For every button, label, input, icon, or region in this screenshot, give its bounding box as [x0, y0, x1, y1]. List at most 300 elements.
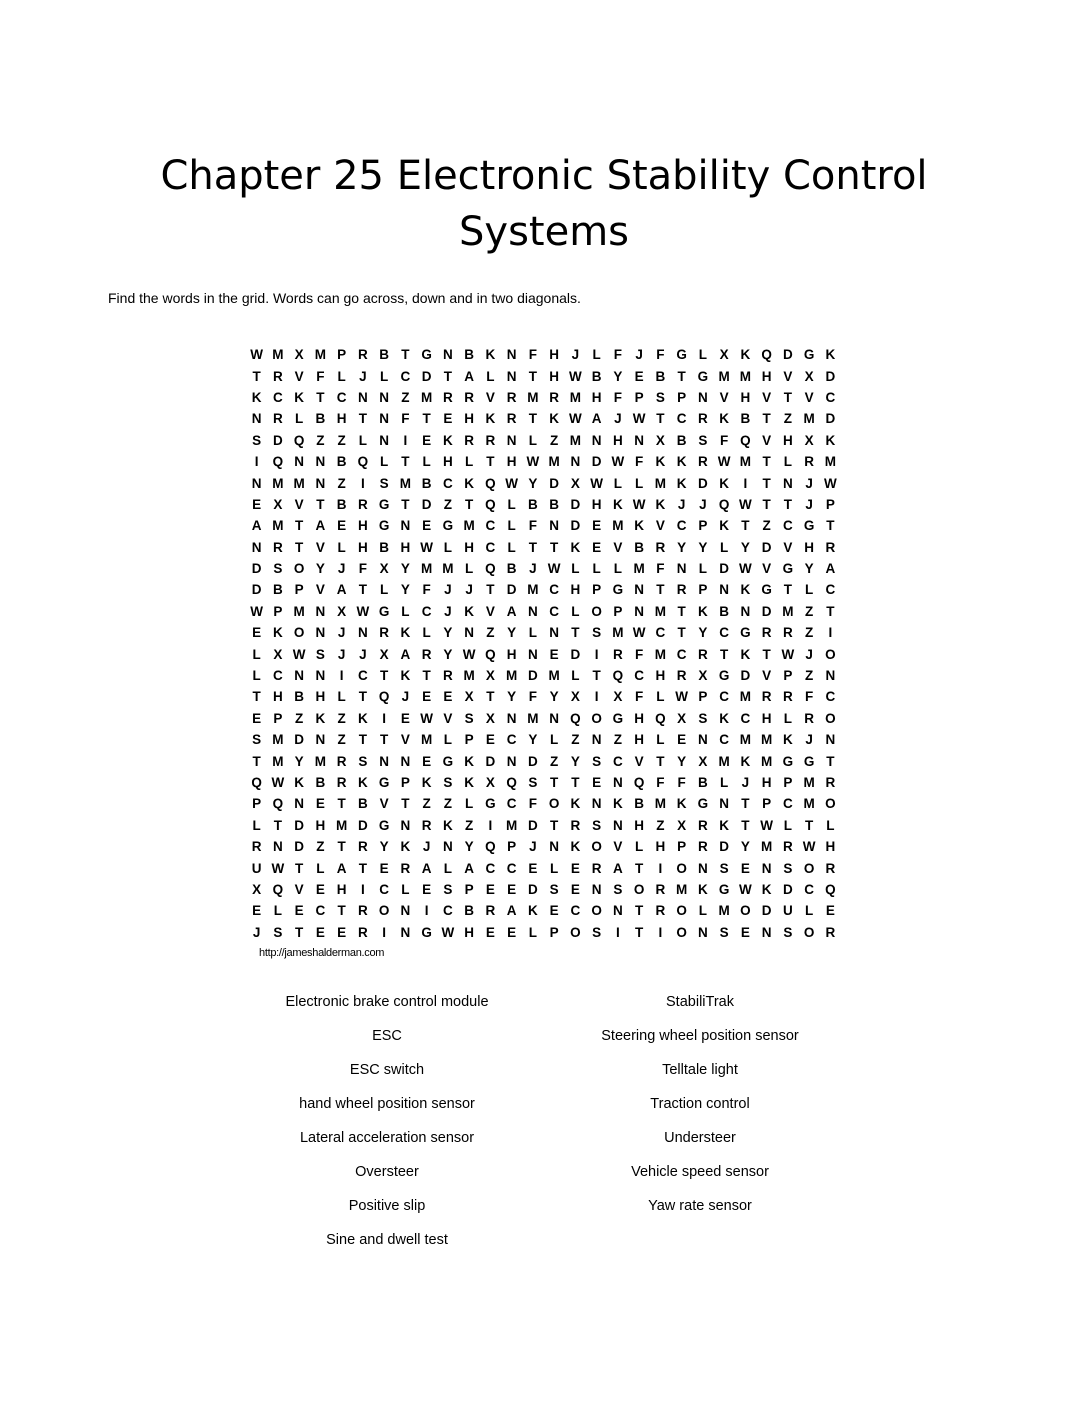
grid-letter: K	[719, 411, 729, 427]
grid-letter: W	[632, 625, 646, 641]
grid-letter: C	[336, 389, 347, 405]
grid-letter: D	[698, 475, 708, 491]
grid-row	[246, 665, 841, 686]
grid-letter: S	[719, 860, 729, 876]
grid-letter: T	[316, 496, 325, 512]
grid-letter: T	[295, 518, 304, 534]
grid-letter: H	[506, 646, 517, 662]
grid-letter: R	[698, 646, 708, 662]
grid-letter: I	[339, 668, 344, 684]
grid-letter: H	[464, 539, 474, 555]
grid-letter: N	[825, 732, 836, 748]
grid-letter: N	[273, 839, 283, 855]
grid-letter: X	[273, 646, 283, 662]
grid-letter: H	[358, 539, 368, 555]
grid-letter: Y	[677, 753, 687, 769]
grid-letter: N	[379, 753, 389, 769]
grid-letter: K	[676, 454, 687, 470]
grid-letter: K	[740, 347, 751, 363]
grid-letter: N	[400, 924, 411, 940]
grid-letter: F	[720, 432, 729, 448]
grid-letter: S	[273, 924, 283, 940]
grid-letter: R	[273, 539, 283, 555]
grid-letter: C	[443, 903, 453, 919]
grid-letter: Z	[295, 710, 304, 726]
grid-letter: N	[443, 347, 453, 363]
grid-letter: V	[783, 368, 793, 384]
grid-letter: C	[825, 582, 836, 598]
grid-letter: L	[635, 839, 644, 855]
grid-letter: K	[528, 903, 538, 919]
grid-letter: K	[761, 881, 772, 897]
word-list-item: Traction control	[650, 1096, 750, 1112]
grid-letter: Y	[464, 839, 474, 855]
grid-letter: E	[570, 881, 580, 897]
grid-letter: K	[294, 389, 304, 405]
grid-letter: L	[316, 860, 325, 876]
grid-letter: R	[443, 389, 453, 405]
grid-letter: N	[613, 817, 623, 833]
grid-letter: M	[761, 839, 773, 855]
grid-letter: R	[825, 860, 836, 876]
grid-letter: Y	[740, 539, 750, 555]
grid-letter: K	[634, 518, 644, 534]
grid-letter: N	[698, 389, 708, 405]
grid-letter: Y	[379, 839, 389, 855]
grid-letter: R	[379, 625, 389, 641]
grid-letter: N	[634, 603, 644, 619]
grid-letter: S	[273, 561, 283, 577]
grid-letter: U	[251, 860, 262, 876]
grid-letter: W	[462, 646, 476, 662]
grid-letter: W	[250, 603, 263, 619]
grid-letter: Q	[485, 839, 496, 855]
grid-letter: Z	[465, 817, 474, 833]
grid-letter: N	[379, 389, 389, 405]
grid-letter: H	[634, 732, 644, 748]
grid-letter: U	[783, 903, 793, 919]
grid-letter: V	[294, 368, 304, 384]
word-list-left	[237, 992, 537, 1264]
grid-letter: Q	[761, 347, 772, 363]
grid-letter: O	[825, 710, 836, 726]
grid-letter: V	[655, 518, 665, 534]
grid-letter: L	[295, 411, 304, 427]
grid-letter: L	[656, 732, 665, 748]
grid-letter: X	[485, 775, 495, 790]
grid-letter: R	[783, 689, 793, 705]
grid-letter: G	[378, 775, 390, 790]
grid-letter: D	[825, 368, 836, 384]
grid-letter: J	[359, 368, 367, 384]
grid-letter: A	[613, 860, 623, 876]
grid-letter: T	[571, 775, 580, 790]
grid-letter: H	[506, 454, 517, 470]
grid-letter: R	[506, 389, 517, 405]
grid-letter: G	[442, 518, 454, 534]
grid-letter: M	[718, 368, 730, 384]
grid-letter: E	[422, 881, 432, 897]
grid-letter: Q	[612, 668, 624, 684]
grid-letter: O	[676, 924, 687, 940]
grid-letter: S	[443, 881, 453, 897]
grid-letter: Q	[570, 710, 581, 726]
grid-letter: H	[464, 411, 474, 427]
grid-letter: P	[294, 582, 304, 598]
grid-letter: E	[315, 796, 325, 812]
grid-letter: T	[550, 539, 559, 555]
grid-letter: W	[781, 646, 795, 662]
grid-letter: E	[422, 753, 432, 769]
grid-row	[246, 515, 841, 536]
grid-letter: D	[506, 582, 517, 598]
grid-letter: V	[485, 389, 495, 405]
grid-letter: T	[422, 411, 431, 427]
grid-letter: D	[761, 603, 772, 619]
grid-letter: D	[294, 817, 304, 833]
grid-letter: L	[592, 561, 601, 577]
grid-letter: N	[740, 603, 751, 619]
word-list-item: Positive slip	[348, 1198, 426, 1214]
grid-letter: E	[422, 689, 432, 705]
grid-letter: W	[505, 475, 518, 491]
grid-letter: K	[294, 775, 304, 790]
grid-letter: K	[719, 518, 729, 534]
grid-letter: O	[676, 860, 687, 876]
grid-letter: V	[379, 796, 389, 812]
grid-letter: N	[549, 625, 559, 641]
grid-letter: E	[422, 432, 432, 448]
grid-letter: F	[422, 582, 431, 598]
grid-letter: P	[273, 603, 283, 619]
grid-letter: C	[676, 518, 687, 534]
grid-letter: L	[380, 582, 389, 598]
grid-row	[246, 601, 841, 622]
grid-letter: J	[677, 496, 686, 512]
grid-letter: E	[252, 903, 262, 919]
grid-letter: T	[762, 411, 771, 427]
word-list-item: Telltale light	[662, 1062, 738, 1078]
grid-letter: I	[743, 475, 748, 491]
grid-letter: T	[826, 518, 835, 534]
grid-letter: T	[720, 646, 729, 662]
grid-letter: Z	[613, 732, 622, 748]
grid-letter: C	[421, 603, 432, 619]
grid-letter: E	[507, 881, 517, 897]
grid-letter: I	[360, 475, 365, 491]
grid-letter: Z	[571, 732, 580, 748]
grid-letter: N	[315, 603, 326, 619]
grid-letter: R	[358, 496, 368, 512]
grid-letter: T	[486, 454, 495, 470]
grid-letter: D	[761, 903, 772, 919]
grid-letter: D	[251, 582, 262, 598]
grid-row	[246, 408, 841, 429]
grid-letter: J	[337, 646, 346, 662]
grid-letter: W	[632, 411, 646, 427]
grid-letter: M	[761, 732, 773, 748]
grid-letter: D	[273, 432, 283, 448]
grid-letter: E	[443, 689, 453, 705]
grid-letter: I	[828, 625, 833, 641]
grid-letter: I	[424, 903, 429, 919]
grid-letter: L	[401, 881, 410, 897]
grid-letter: B	[506, 561, 517, 577]
grid-letter: B	[379, 347, 389, 363]
grid-row	[246, 772, 841, 793]
grid-letter: R	[761, 689, 772, 705]
grid-letter: Z	[337, 475, 346, 491]
grid-letter: G	[442, 753, 454, 769]
grid-letter: L	[528, 432, 537, 448]
grid-letter: C	[676, 411, 687, 427]
grid-letter: M	[314, 347, 326, 363]
grid-letter: T	[762, 475, 771, 491]
grid-letter: T	[252, 753, 261, 769]
grid-letter: K	[825, 432, 836, 448]
grid-letter: W	[611, 454, 625, 470]
grid-letter: T	[401, 796, 410, 812]
grid-letter: C	[825, 389, 836, 405]
grid-letter: P	[549, 924, 559, 940]
grid-letter: M	[569, 432, 581, 448]
grid-letter: Q	[825, 881, 836, 897]
grid-letter: N	[506, 753, 517, 769]
page-title	[0, 148, 1088, 260]
grid-letter: M	[739, 689, 751, 705]
grid-letter: P	[592, 582, 602, 598]
grid-letter: N	[400, 903, 411, 919]
grid-letter: Z	[401, 389, 410, 405]
grid-letter: K	[719, 817, 729, 833]
grid-letter: T	[337, 839, 346, 855]
grid-letter: K	[421, 775, 432, 790]
grid-letter: D	[570, 496, 581, 512]
grid-letter: M	[654, 475, 666, 491]
grid-letter: N	[549, 518, 559, 534]
grid-letter: G	[421, 347, 432, 363]
grid-letter: T	[528, 539, 537, 555]
grid-letter: I	[594, 646, 599, 662]
grid-letter: O	[570, 924, 581, 940]
grid-letter: E	[443, 411, 453, 427]
grid-letter: N	[783, 475, 793, 491]
grid-letter: M	[633, 561, 645, 577]
grid-letter: K	[358, 710, 368, 726]
grid-letter: B	[740, 411, 751, 427]
grid-row	[246, 793, 841, 814]
grid-letter: H	[761, 368, 772, 384]
grid-letter: V	[613, 839, 623, 855]
grid-letter: R	[358, 903, 368, 919]
grid-letter: D	[421, 496, 432, 512]
grid-row	[246, 643, 841, 664]
grid-letter: M	[421, 389, 433, 405]
grid-letter: W	[292, 646, 306, 662]
grid-letter: L	[635, 475, 644, 491]
grid-letter: D	[825, 411, 836, 427]
grid-letter: P	[337, 347, 347, 363]
grid-row	[246, 365, 841, 386]
grid-letter: T	[550, 775, 559, 790]
grid-letter: M	[527, 389, 539, 405]
grid-letter: O	[293, 625, 305, 641]
grid-letter: W	[739, 561, 752, 577]
grid-letter: J	[422, 839, 431, 855]
grid-letter: F	[656, 775, 665, 790]
grid-letter: N	[528, 646, 538, 662]
grid-letter: C	[740, 710, 751, 726]
grid-letter: O	[803, 924, 815, 940]
grid-letter: A	[506, 603, 517, 619]
grid-letter: W	[526, 454, 540, 470]
grid-letter: G	[740, 625, 751, 641]
grid-letter: R	[655, 903, 666, 919]
grid-letter: N	[294, 796, 304, 812]
grid-letter: K	[719, 475, 729, 491]
grid-letter: N	[591, 732, 602, 748]
grid-letter: T	[826, 753, 835, 769]
grid-letter: P	[400, 775, 410, 790]
grid-letter: N	[634, 582, 644, 598]
grid-letter: O	[825, 796, 836, 812]
grid-letter: T	[762, 496, 771, 512]
grid-letter: N	[400, 753, 411, 769]
grid-letter: G	[378, 518, 390, 534]
grid-letter: L	[592, 347, 601, 363]
grid-letter: P	[762, 796, 772, 812]
grid-letter: N	[570, 454, 581, 470]
grid-letter: N	[251, 475, 262, 491]
grid-row	[246, 836, 841, 857]
grid-letter: L	[465, 454, 474, 470]
grid-letter: L	[613, 475, 622, 491]
grid-letter: W	[569, 368, 582, 384]
grid-letter: C	[485, 518, 496, 534]
grid-letter: J	[635, 347, 643, 363]
grid-letter: N	[528, 603, 538, 619]
grid-letter: V	[783, 539, 793, 555]
word-search-grid	[246, 344, 841, 943]
grid-letter: Q	[378, 689, 390, 705]
grid-letter: K	[464, 603, 474, 619]
grid-letter: V	[634, 753, 644, 769]
grid-letter: K	[825, 347, 836, 363]
grid-letter: S	[252, 432, 262, 448]
grid-letter: T	[316, 389, 325, 405]
grid-letter: L	[720, 775, 729, 790]
grid-letter: C	[549, 603, 559, 619]
grid-letter: S	[252, 732, 262, 748]
grid-letter: C	[719, 689, 729, 705]
grid-letter: T	[337, 796, 346, 812]
grid-letter: C	[315, 903, 326, 919]
word-list-item: Oversteer	[355, 1164, 419, 1180]
grid-letter: W	[569, 411, 582, 427]
grid-letter: S	[549, 881, 559, 897]
grid-letter: L	[507, 539, 516, 555]
grid-letter: X	[804, 432, 814, 448]
grid-letter: Z	[805, 603, 814, 619]
grid-letter: O	[591, 710, 602, 726]
grid-letter: B	[634, 796, 644, 812]
grid-letter: B	[336, 496, 347, 512]
grid-letter: M	[272, 518, 284, 534]
grid-letter: R	[698, 454, 708, 470]
grid-letter: M	[336, 817, 348, 833]
grid-letter: K	[570, 539, 581, 555]
grid-letter: L	[443, 732, 452, 748]
grid-row	[246, 537, 841, 558]
grid-letter: Z	[550, 753, 559, 769]
grid-letter: C	[613, 753, 623, 769]
grid-letter: T	[635, 903, 644, 919]
grid-letter: R	[804, 710, 814, 726]
grid-letter: N	[591, 796, 602, 812]
grid-letter: R	[825, 539, 836, 555]
grid-letter: M	[506, 817, 518, 833]
grid-letter: H	[358, 518, 368, 534]
grid-letter: S	[719, 924, 729, 940]
grid-letter: R	[336, 775, 347, 790]
grid-letter: K	[698, 603, 708, 619]
grid-letter: T	[741, 817, 750, 833]
grid-letter: K	[358, 775, 368, 790]
grid-letter: I	[488, 817, 493, 833]
grid-letter: T	[358, 732, 367, 748]
grid-letter: S	[698, 710, 708, 726]
grid-letter: G	[697, 796, 709, 812]
grid-letter: L	[783, 817, 792, 833]
grid-letter: T	[486, 689, 495, 705]
grid-letter: W	[590, 475, 603, 491]
grid-letter: B	[655, 368, 666, 384]
grid-letter: C	[358, 668, 368, 684]
grid-letter: A	[336, 582, 347, 598]
grid-letter: M	[272, 753, 284, 769]
grid-letter: E	[294, 903, 304, 919]
grid-letter: S	[592, 817, 602, 833]
grid-letter: W	[441, 924, 455, 940]
grid-letter: C	[783, 796, 793, 812]
grid-letter: Q	[506, 775, 517, 790]
grid-letter: P	[273, 710, 283, 726]
grid-letter: H	[336, 411, 347, 427]
grid-letter: D	[570, 518, 581, 534]
grid-letter: Y	[804, 561, 814, 577]
grid-letter: X	[698, 668, 708, 684]
grid-letter: K	[676, 475, 687, 491]
grid-letter: M	[612, 625, 624, 641]
grid-letter: L	[783, 710, 792, 726]
grid-letter: T	[805, 817, 814, 833]
grid-letter: W	[271, 775, 285, 790]
grid-letter: T	[571, 625, 580, 641]
grid-letter: N	[506, 347, 517, 363]
grid-letter: E	[740, 924, 750, 940]
grid-letter: T	[273, 817, 282, 833]
grid-letter: N	[613, 775, 623, 790]
grid-letter: T	[443, 368, 452, 384]
grid-letter: L	[337, 368, 346, 384]
grid-letter: X	[379, 646, 389, 662]
grid-letter: K	[740, 753, 751, 769]
grid-letter: E	[252, 710, 262, 726]
grid-letter: R	[358, 924, 368, 940]
grid-row	[246, 750, 841, 771]
grid-letter: D	[549, 475, 559, 491]
grid-letter: W	[420, 710, 433, 726]
